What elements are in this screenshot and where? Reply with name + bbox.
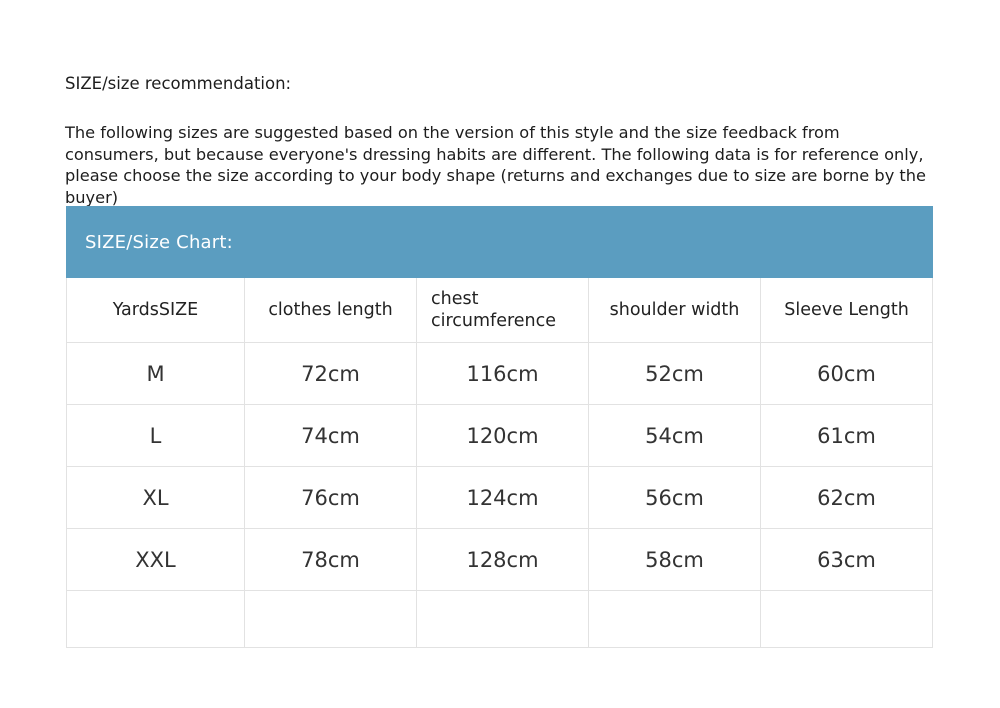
cell-size: XL xyxy=(67,467,245,529)
banner-cell xyxy=(67,207,933,278)
cell-sleeve: 62cm xyxy=(761,467,933,529)
table-row xyxy=(67,529,933,591)
cell-sleeve: 60cm xyxy=(761,343,933,405)
table-header-row xyxy=(67,278,933,343)
table-row xyxy=(67,467,933,529)
cell-sleeve: 61cm xyxy=(761,405,933,467)
size-chart-table xyxy=(66,206,933,648)
cell-chest xyxy=(417,591,589,648)
banner-label: SIZE/Size Chart: xyxy=(85,231,233,253)
cell-shoulder: 54cm xyxy=(589,405,761,467)
cell-chest: 116cm xyxy=(417,343,589,405)
table-banner-row xyxy=(67,207,933,278)
cell-clothes-length: 74cm xyxy=(245,405,417,467)
cell-size xyxy=(67,591,245,648)
cell-shoulder xyxy=(589,591,761,648)
cell-shoulder: 58cm xyxy=(589,529,761,591)
cell-size: XXL xyxy=(67,529,245,591)
intro-paragraph: The following sizes are suggested based on the version of this style and the size feedback from consumers, but because everyone's dressing habits are different. The following data is for reference only, please choose the size according to your body shape (returns and exchanges due to size are borne by the buyer) xyxy=(65,123,926,207)
cell-shoulder: 52cm xyxy=(589,343,761,405)
header-chest-circumference: chest circumference xyxy=(417,278,589,343)
cell-sleeve xyxy=(761,591,933,648)
table-row xyxy=(67,405,933,467)
header-yards-size: YardsSIZE xyxy=(67,278,245,343)
intro-title: SIZE/size recommendation: xyxy=(65,74,292,93)
cell-size: M xyxy=(67,343,245,405)
cell-sleeve: 63cm xyxy=(761,529,933,591)
header-clothes-length: clothes length xyxy=(245,278,417,343)
table-row-empty xyxy=(67,591,933,648)
size-chart-table-wrap xyxy=(66,206,932,648)
cell-clothes-length xyxy=(245,591,417,648)
cell-shoulder: 56cm xyxy=(589,467,761,529)
cell-clothes-length: 76cm xyxy=(245,467,417,529)
cell-chest: 120cm xyxy=(417,405,589,467)
cell-size: L xyxy=(67,405,245,467)
cell-clothes-length: 72cm xyxy=(245,343,417,405)
cell-clothes-length: 78cm xyxy=(245,529,417,591)
header-shoulder-width: shoulder width xyxy=(589,278,761,343)
header-sleeve-length: Sleeve Length xyxy=(761,278,933,343)
cell-chest: 124cm xyxy=(417,467,589,529)
table-row xyxy=(67,343,933,405)
cell-chest: 128cm xyxy=(417,529,589,591)
